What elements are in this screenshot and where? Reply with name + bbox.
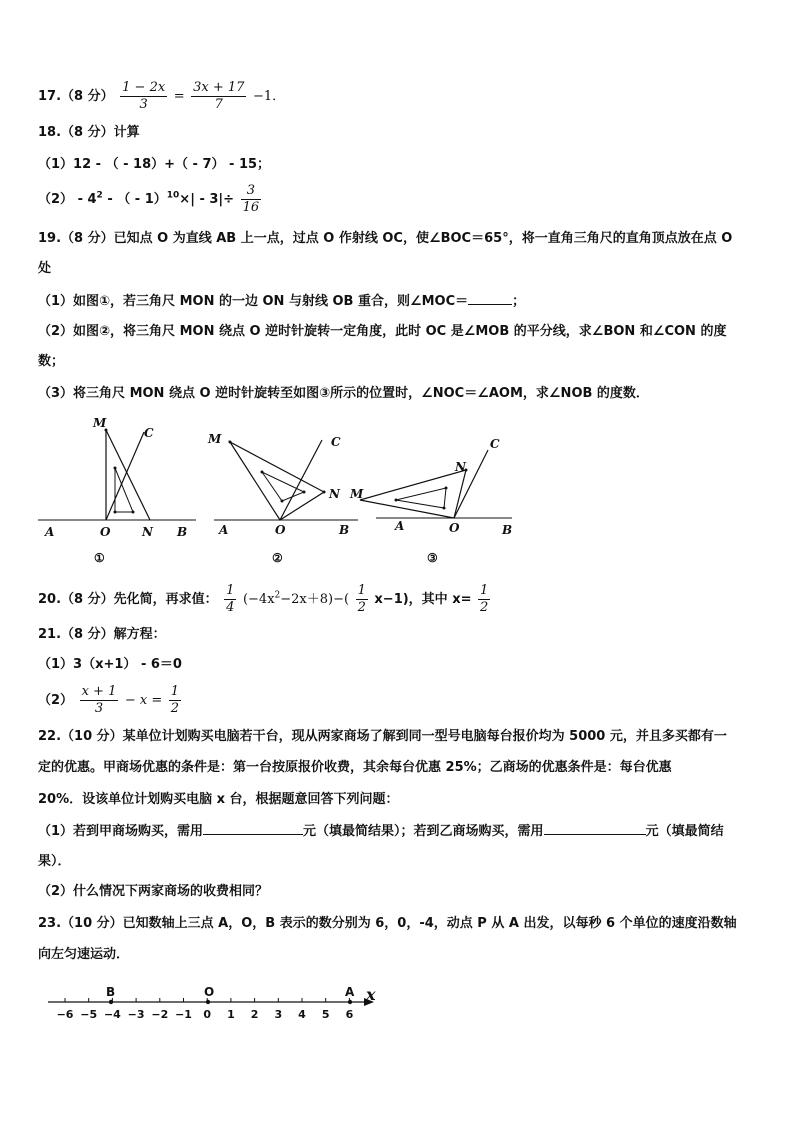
label-A: A: [345, 985, 355, 999]
q22-part1-line2: 果）．: [38, 854, 71, 869]
answer-blank: [203, 822, 303, 835]
q22-line1: 22.（10 分）某单位计划购买电脑若干台，现从两家商场了解到同一型号电脑每台报价均为 5000 元，并且多买都有一: [38, 729, 727, 744]
q17-label: 17.（8 分）: [38, 89, 114, 104]
answer-blank: [544, 822, 646, 835]
point-B: [109, 1000, 113, 1004]
q18-title: 18.（8 分）计算: [38, 125, 140, 140]
tick-label: −4: [103, 1008, 121, 1021]
tick-label: 3: [274, 1008, 283, 1021]
fig1-label-N: N: [142, 525, 153, 539]
q18-fraction: $\frac{3}{16}$: [242, 183, 260, 215]
fig3-label-C: C: [490, 437, 500, 451]
figure-2: [207, 432, 358, 565]
fig3-label-B: B: [502, 523, 513, 537]
fig3-label-O: O: [449, 521, 460, 535]
fig3-caption: ③: [427, 551, 438, 565]
number-line: [40, 982, 390, 1026]
q18-part1: （1）12 - （ - 18）+（ - 7） - 15；: [38, 157, 271, 172]
figure-1: [38, 416, 196, 565]
fig1-label-C: C: [144, 426, 154, 440]
fig2-label-M: M: [208, 432, 222, 446]
fig1-label-O: O: [100, 525, 111, 539]
q22-line2: 定的优惠。甲商场优惠的条件是：第一台按原报价收费，其余每台优惠 25%；乙商场的优惠条件是：每台优惠: [38, 760, 672, 775]
point-A: [348, 1000, 352, 1004]
fig1-caption: ①: [94, 551, 105, 565]
label-O: O: [204, 985, 215, 999]
q22-line3: 20%．设该单位计划购买电脑 x 台，根据题意回答下列问题：: [38, 792, 399, 807]
fig3-label-M: M: [350, 487, 364, 501]
figure-3: [349, 437, 512, 565]
q23-line2: 向左匀速运动．: [38, 947, 130, 962]
axis-x-label: x: [366, 985, 376, 1004]
tick-label: −2: [151, 1008, 169, 1021]
tick-label: 0: [203, 1008, 212, 1021]
q19-line2: 处: [38, 261, 52, 276]
tick-label: 2: [250, 1008, 259, 1021]
q19-part1: （1）如图①，若三角尺 MON 的一边 ON 与射线 OB 重合，则∠MOC＝ ；: [38, 294, 526, 309]
fig2-label-B: B: [339, 523, 350, 537]
q17-lhs-fraction: $\frac{1 - 2x}{3}$: [122, 80, 166, 112]
q19-part2-line2: 数；: [38, 354, 65, 369]
fig2-label-C: C: [331, 435, 341, 449]
tick-label: 1: [227, 1008, 235, 1021]
fig2-label-A: A: [219, 523, 229, 537]
tick-label: −3: [127, 1008, 145, 1021]
tick-label: −1: [175, 1008, 192, 1021]
fig3-label-N: N: [455, 460, 466, 474]
q19-figures: [36, 410, 518, 570]
tick-label: 6: [345, 1008, 354, 1021]
q21-title: 21.（8 分）解方程：: [38, 627, 166, 642]
tick-label: −6: [56, 1008, 74, 1021]
q23-line1: 23.（10 分）已知数轴上三点 A，O，B 表示的数分别为 6，0，-4，动点 P 从 A 出发，以每秒 6 个单位的速度沿数轴: [38, 916, 737, 931]
fig1-label-B: B: [177, 525, 188, 539]
q19-part2-line1: （2）如图②，将三角尺 MON 绕点 O 逆时针旋转一定角度，此时 OC 是∠MOB 的平分线，求∠BON 和∠CON 的度: [38, 324, 727, 339]
label-B: B: [106, 985, 116, 999]
fig2-label-N: N: [329, 487, 340, 501]
q17-rhs-fraction: $\frac{3x + 17}{7}$: [193, 80, 245, 112]
fig1-label-A: A: [45, 525, 55, 539]
tick-label: 5: [321, 1008, 330, 1021]
q21-part2: （2） $\frac{x + 1}{3}$ − x = $\frac{1}{2}$: [38, 684, 180, 716]
q21-part1: （1）3（x+1） - 6＝0: [38, 657, 182, 672]
tick-label: −5: [80, 1008, 98, 1021]
q22-part2: （2）什么情况下两家商场的收费相同？: [38, 884, 269, 899]
fig1-label-M: M: [93, 416, 107, 430]
q19-line1: 19.（8 分）已知点 O 为直线 AB 上一点，过点 O 作射线 OC，使∠BOC＝65°，将一直角三角尺的直角顶点放在点 O: [38, 231, 733, 246]
fig3-label-A: A: [395, 519, 405, 533]
tick-label: 4: [298, 1008, 306, 1021]
answer-blank: [468, 292, 512, 305]
q19-part3: （3）将三角尺 MON 绕点 O 逆时针旋转至如图③所示的位置时，∠NOC＝∠AOM，求∠NOB 的度数．: [38, 386, 649, 401]
point-O: [206, 1000, 210, 1004]
fig2-label-O: O: [275, 523, 286, 537]
q22-part1: （1）若到甲商场购买，需用 元（填最简结果）；若到乙商场购买，需用 元（填最简结: [38, 824, 724, 839]
q17: 17.（8 分） $\frac{1 - 2x}{3}$ = $\frac{3x + 17}{7}$ −1．: [38, 80, 286, 112]
fig2-caption: ②: [272, 551, 283, 565]
q20: 20.（8 分）先化简，再求值： $\frac{1}{4}$ $(-4x^2-2x+8)-$( $\frac{1}{2}$ x−1)，其中 x= $\frac{1}{2}$: [38, 583, 489, 615]
q18-part2: $(2) - 4^2$ - （ - 1）$^{10}$×| - 3|÷ $\frac{3}{16}$: [38, 183, 260, 215]
